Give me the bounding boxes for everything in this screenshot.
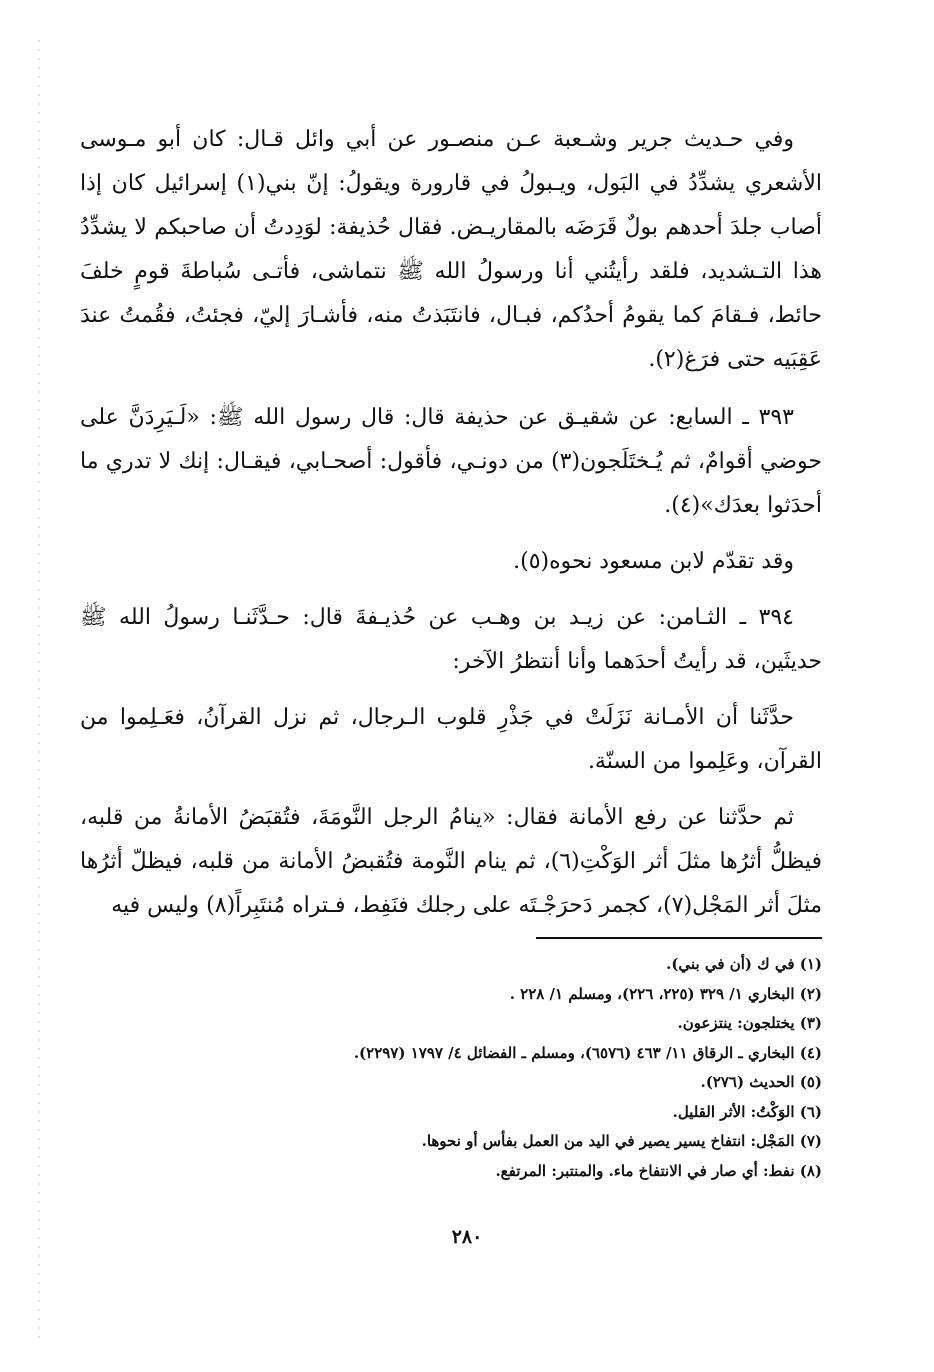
paragraph-hadith-393: ٣٩٣ ـ السابع: عن شقيـق عن حذيفة قال: قال رسول الله ﷺ: «لَـيَرِدَنَّ على حوضي أقوامٌ، ثم يُـختَلَجون(٣) من دونـي، فأقول: أصحـابي، فيقـال: إنك لا تدري ما أحدَثوا بعدَك»(٤).: [80, 405, 822, 518]
footnote-item: (٧) المَجْل: انتفاخ يسير يصير في اليد من العمل بفأس أو نحوها.: [421, 1132, 822, 1150]
paragraph-amanah-descent: حدَّثَنا أن الأمـانة نَزَلَتْ في جَذْرِ قلوب الـرجال، ثم نزل القرآنُ، فعَـلِموا من القرآن، وعَلِموا من السنّة.: [80, 705, 822, 774]
paragraph-hadith-continued: وفي حـديث جرير وشـعبة عـن منصـور عن أبي وائل قـال: كان أبو مـوسى الأشعري يشدِّدُ في البَول، ويـبولُ في قارورة ويقولُ: إنّ بني(١) إسرائيل كان إذا أصاب جلدَ أحدهم بولٌ قَرَضَه بالمقاريـض. فقال حُذيفة: لوَدِدتُ أن صاحبكم لا يشدِّدُ هذا التـشديد، فلقد رأيتُني أنا ورسولُ الله ﷺ نتماشى، فأتـى سُباطةَ قومٍ خلفَ حائط، فـقامَ كما يقومُ أحدُكم، فبـال، فانتَبَذتُ منه، فأشـارَ إليّ، فجئتُ، فقُمتُ عندَ عَقِبَيه حتى فرَغ(٢).: [80, 127, 822, 372]
footnote-divider: [536, 937, 822, 939]
footnote-item: (٢) البخاري ١/ ٣٢٩ (٢٢٥، ٢٢٦)، ومسلم ١/ ٢٢٨ .: [509, 984, 822, 1003]
footnote-item: (٣) يختلجون: ينتزعون.: [677, 1014, 822, 1032]
scan-edge-artifact: [38, 40, 40, 1340]
footnote-item: (٦) الوَكْتُ: الأثر القليل.: [672, 1102, 822, 1121]
footnote-item: (١) في ك (أن في بني).: [666, 955, 822, 973]
paragraph-amanah-removal: ثم حدَّثنا عن رفع الأمانة فقال: «ينامُ الرجل النَّومَةَ، فتُقبَضُ الأمانةُ من قلبه، فيظلُّ أثرُها مثلَ أثر الوَكْتِ(٦)، ثم ينام النَّومة فتُقبضُ الأمانة من قلبه، فيظلّ أثرُها مثلَ أثر المَجْل(٧)، كجمر دَحرَجْـتَه على رجلك فنَفِط، فـتراه مُنتَبِراً(٨) وليس فيه: [80, 805, 823, 918]
main-text: [80, 118, 822, 928]
footnote-item: (٤) البخاري ـ الرقاق ١١/ ٤٦٣ (٦٥٧٦)، ومسلم ـ الفضائل ٤/ ١٧٩٧ (٢٢٩٧).: [353, 1043, 822, 1062]
paragraph-hadith-394: ٣٩٤ ـ الثـامن: عن زيـد بن وهـب عن حُذيـفةَ قال: حـدَّثَنـا رسولُ الله ﷺ حديثَين، قد رأيتُ أحدَهما وأنا أنتظرُ الآخر:: [80, 605, 822, 674]
paragraph-ibn-masud-note: وقد تقدّم لابن مسعود نحوه(٥).: [513, 549, 794, 574]
page-number: ٢٨٠: [451, 1226, 483, 1248]
footnote-item: (٨) نفط: أي صار في الانتفاخ ماء. والمنتبر: المرتفع.: [495, 1161, 822, 1180]
footnote-item: (٥) الحديث (٢٧٦).: [700, 1073, 822, 1091]
footnotes: [80, 950, 822, 1186]
